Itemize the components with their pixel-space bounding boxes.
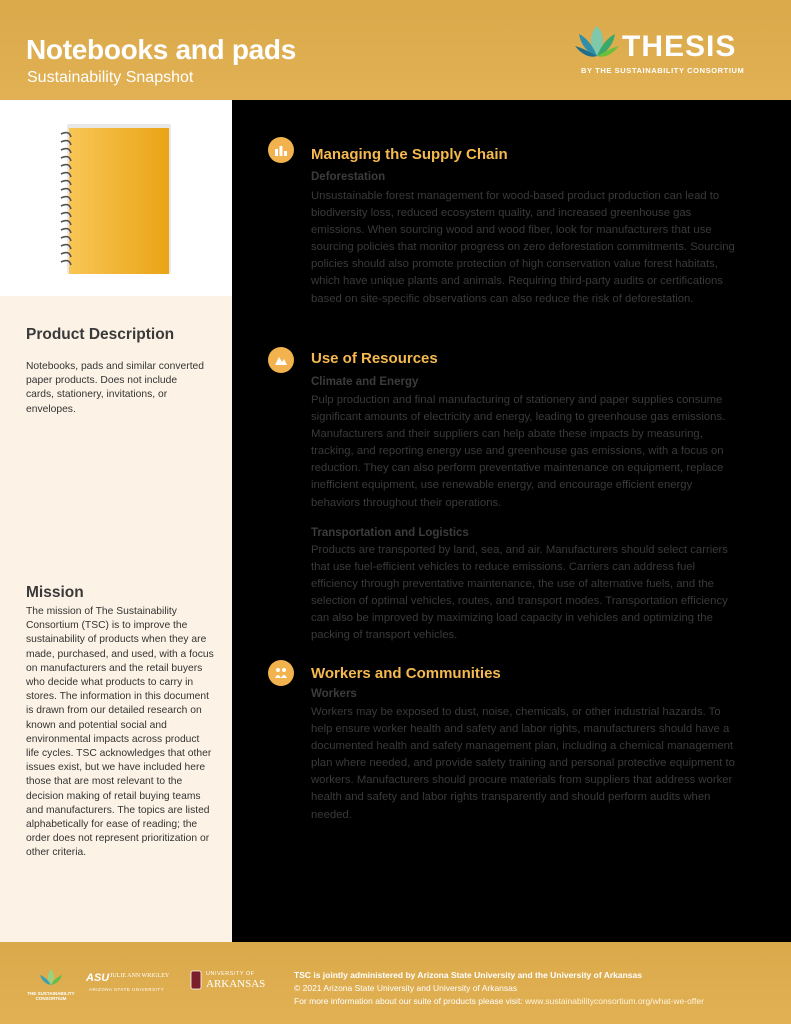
product-image-panel	[0, 100, 232, 296]
tsc-logo	[26, 968, 76, 1001]
resources-icon	[268, 347, 294, 373]
page-subtitle: Sustainability Snapshot	[27, 69, 194, 86]
topic-title-deforestation: Deforestation	[311, 171, 386, 183]
topic-text-workers: Workers may be exposed to dust, noise, chemicals, or other industrial hazards. To help ensure worker health and safety and labor rights, manufacturers should have a documented health and safety management plan, including a chemical management plan where needed, and provide safety training and personal protective equipment to workers. Manufacturers should procure materials from suppliers that address worker health and safety and labor rights transparently and should perform audits when needed.	[311, 706, 735, 821]
people-icon	[268, 660, 294, 686]
footer	[0, 942, 791, 1024]
logo-wordmark: THESIS	[622, 30, 737, 63]
section-heading-workers-communities: Workers and Communities	[311, 665, 501, 682]
topic-text-transportation: Products are transported by land, sea, and air. Manufacturers should select carriers that use fuel-efficient vehicles to reduce emissions. Carriers can address fuel efficiency through preventative maintenance, the use of alternative fuels, and the selection of optimal vehicles, routes, and transport modes. Transportation efficiency can also be improved by maximizing load capacity in vehicles and optimizing the packing of transport vehicles.	[311, 544, 728, 642]
lotus-icon	[575, 24, 619, 60]
topic-title-transportation: Transportation and Logistics	[311, 527, 469, 539]
footer-website-link[interactable]: www.sustainabilityconsortium.org/what-we-offer	[525, 996, 704, 1006]
footer-more-info-text: For more information about our suite of products please visit:	[294, 996, 526, 1006]
mission-heading: Mission	[26, 584, 84, 601]
supply-chain-icon	[268, 137, 294, 163]
sidebar	[0, 100, 232, 942]
logo-tagline: BY THE SUSTAINABILITY CONSORTIUM	[581, 66, 745, 75]
notebook-image	[55, 120, 180, 278]
topic-title-workers: Workers	[311, 688, 357, 700]
section-heading-supply-chain: Managing the Supply Chain	[311, 146, 508, 163]
footer-administration-text: TSC is jointly administered by Arizona State University and the University of Arkansas	[294, 970, 642, 980]
mission-text: The mission of The Sustainability Consortium (TSC) is to improve the sustainability of products when they are made, purchased, and used, with a focus on manufacturers and the retail buyers who decide what products to carry in stores. The information in this document is drawn from our detailed research on known and potential social and environmental impacts across product life cycles. TSC acknowledges that other issues exist, but we have included here those that are most relevant to the decision making of retail buying teams and manufacturers. The topics are listed alphabetically for ease of reading; the order does not represent prioritization or other criteria.	[26, 606, 214, 859]
arkansas-logo	[190, 968, 272, 998]
asu-logo-line2: ARIZONA STATE UNIVERSITY	[89, 987, 165, 992]
arkansas-logo-line1: UNIVERSITY OF	[206, 971, 255, 977]
header-banner	[0, 0, 791, 100]
arkansas-seal-icon	[190, 970, 202, 990]
asu-mark: ASU	[86, 972, 110, 984]
asu-logo-line1: JULIE ANN WRIGLEY	[110, 973, 170, 979]
product-description-text: Notebooks, pads and similar converted paper products. Does not include cards, stationery, invitations, or envelopes.	[26, 361, 205, 415]
topic-text-climate-energy: Pulp production and final manufacturing of stationery and paper supplies consume significant amounts of electricity and energy, leading to greenhouse gas emissions. Manufacturers and their suppliers can help abate these impacts by measuring, tracking, and reporting energy use and greenhouse gas emissions, with a focus on reduction. They can also perform preventative maintenance on equipment, replace inefficient equipment, use renewable energy, and encourage efficient energy behaviors throughout their operations.	[311, 394, 726, 509]
topic-text-deforestation: Unsustainable forest management for wood-based product production can lead to biodiversity loss, reduced ecosystem quality, and increased greenhouse gas emissions. When sourcing wood and wood fiber, look for manufacturers that use sourcing policies that monitor progress on zero deforestation commitments. Sourcing policies should also promote protection of high conservation value forest habitats, which have unique plants and animals. Requiring third-party audits or certifications based on site-specific observations can also reduce the risk of deforestation.	[311, 190, 735, 305]
thesis-logo	[575, 24, 745, 76]
tsc-logo-text: THE SUSTAINABILITY CONSORTIUM	[27, 991, 75, 1001]
topic-title-climate-energy: Climate and Energy	[311, 376, 419, 388]
asu-logo	[86, 968, 181, 998]
product-description-heading: Product Description	[26, 326, 175, 343]
tsc-leaf-icon	[26, 968, 76, 986]
footer-copyright: © 2021 Arizona State University and University of Arkansas	[294, 983, 518, 993]
footer-more-info	[294, 996, 704, 1006]
arkansas-logo-line2: ARKANSAS	[206, 978, 266, 990]
main-content	[232, 100, 791, 942]
section-heading-resources: Use of Resources	[311, 350, 438, 367]
page-title: Notebooks and pads	[26, 34, 296, 65]
